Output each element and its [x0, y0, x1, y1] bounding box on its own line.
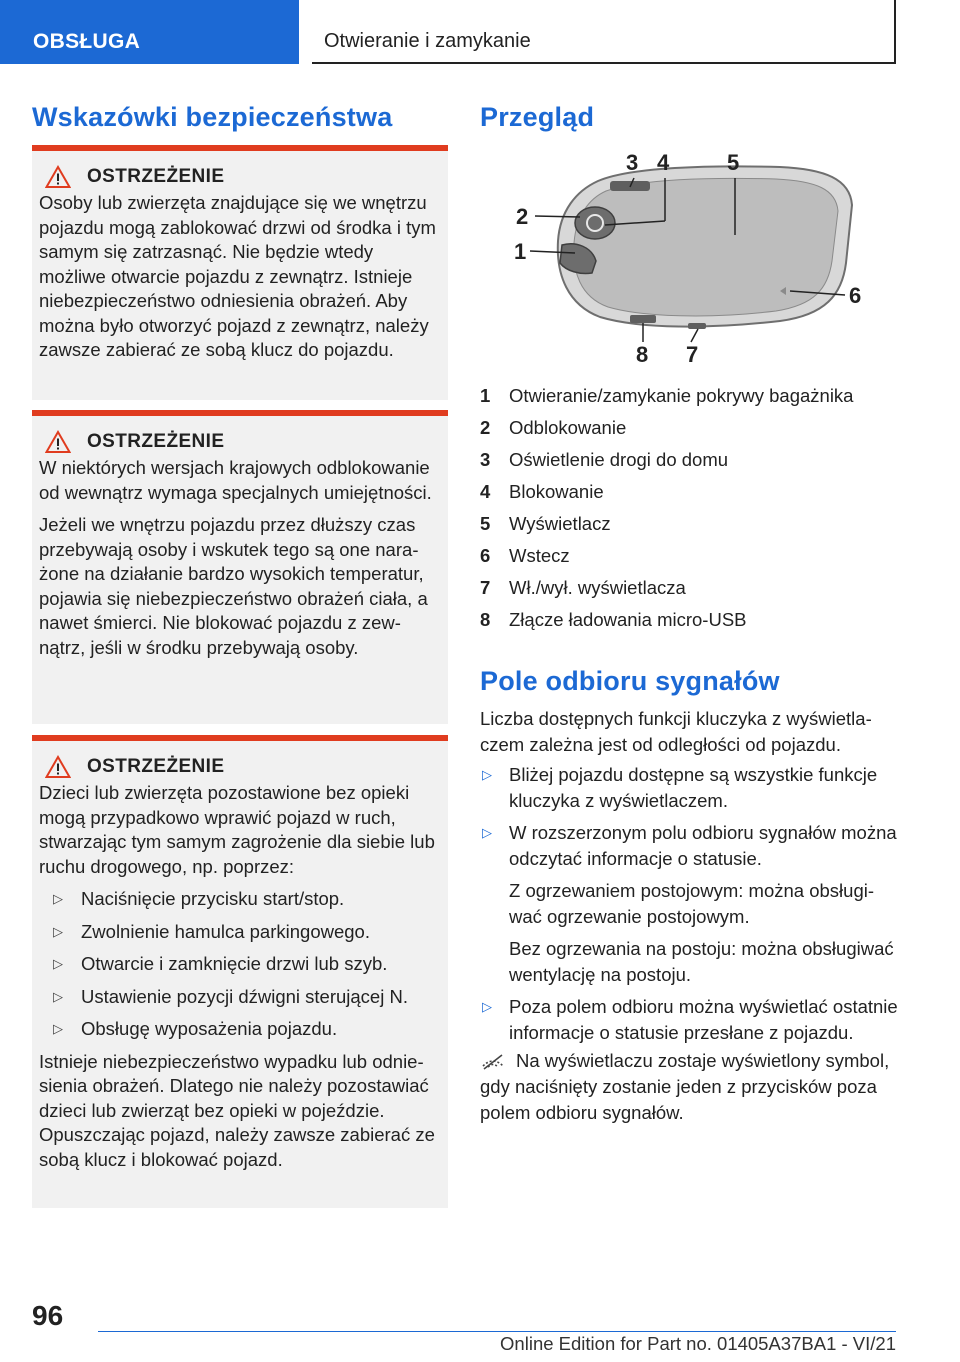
legend-item: 6 Wstecz: [480, 545, 570, 566]
callout-8: 8: [636, 342, 649, 367]
no-signal-icon: [480, 1054, 506, 1070]
legend-item: 3 Oświetlenie drogi do domu: [480, 449, 729, 470]
list-item: ▷ Otwarcie i zamknięcie drzwi lub szyb.: [39, 952, 438, 977]
warning-list: [39, 887, 438, 1042]
signal-list: [480, 762, 900, 1052]
safety-heading: Wskazówki bezpieczeństwa: [32, 102, 393, 132]
legend-item: 7 Wł./wył. wyświetlacza: [480, 577, 686, 598]
list-item: ▷ Bliżej pojazdu dostępne są wszystkie funkcje kluczyka z wyświetlaczem.: [482, 764, 878, 811]
warning-label: OSTRZEŻENIE: [87, 165, 225, 187]
legend-list: [480, 380, 900, 636]
footer-divider: [98, 1331, 896, 1332]
triangle-bullet-icon: ▷: [482, 999, 492, 1014]
list-item: ▷ Zwolnienie hamulca parkingowego.: [39, 920, 438, 945]
warning-box-1: [32, 145, 448, 400]
list-item: ▷ Ustawienie pozycji dźwigni sterującej N.: [39, 985, 438, 1010]
warning-triangle-icon: [45, 430, 71, 454]
warning-title: [39, 430, 438, 454]
overview-heading: Przegląd: [480, 102, 595, 132]
legend-item: 2 Odblokowanie: [480, 417, 627, 438]
list-item: ▷ Poza polem odbioru można wyświetlać ostatnie informacje o statusie przesłane z pojazdu.: [482, 996, 898, 1043]
triangle-bullet-icon: ▷: [53, 923, 63, 939]
triangle-bullet-icon: ▷: [53, 956, 63, 971]
chapter-title: Otwieranie i zamykanie: [312, 0, 896, 64]
callout-7: 7: [686, 342, 699, 367]
warning-triangle-icon: [45, 755, 71, 779]
legend-item: 8 Złącze ładowania micro-USB: [480, 609, 747, 630]
usb-port-shape: [630, 315, 656, 323]
warning-text: Osoby lub zwierzęta znajdujące się we wnętrzu pojazdu mogą zablokować drzwi od środka i tym samym się zatrzasnąć. Nie będzie wtedy możliwe otwarcie pojazdu z zewnątrz. Istnieje niebezpieczeństwo odniesienia obrażeń. Aby można było otworzyć pojazd z zewnątrz, należy zawsze zabierać ze sobą klucz do pojazdu.: [39, 192, 436, 360]
signal-heading: Pole odbioru sygnałów: [480, 666, 780, 696]
warning-text: Istnieje niebezpieczeństwo wypadku lub odniesienia obrażeń. Dlatego nie należy pozostawiać dzieci lub zwierząt bez opieki w pojeździe. Opuszczając pojazd, należy zawsze zabierać ze sobą klucz i blokować pojazd.: [39, 1050, 435, 1170]
triangle-bullet-icon: ▷: [53, 891, 63, 906]
triangle-bullet-icon: ▷: [482, 767, 492, 782]
key-illustration: [480, 145, 896, 370]
warning-triangle-icon: [45, 165, 71, 189]
warning-text: Dzieci lub zwierzęta pozostawione bez opieki mogą przypadkowo wprawić pojazd w ruch, stwarzając tym samym zagrożenie dla siebie lub ruchu drogowego, np. poprzez:: [39, 782, 435, 877]
warning-text: W niektórych wersjach krajowych odblokowanie od wewnątrz wymaga specjalnych umiejętności.: [39, 457, 432, 503]
legend-item: 1 Otwieranie/zamykanie pokrywy bagażnika: [480, 385, 854, 406]
edition-text: Online Edition for Part no. 01405A37BA1 - VI/21: [500, 1333, 896, 1354]
signal-note: Na wyświetlaczu zostaje wyświetlony symbol, gdy naciśnięty zostanie jeden z przycisków poza polem odbioru sygnałów.: [480, 1050, 890, 1123]
sub-paragraph: Z ogrzewaniem postojowym: można obsługiwać ogrzewanie postojowym.: [509, 880, 875, 927]
callout-2: 2: [516, 204, 529, 229]
triangle-bullet-icon: ▷: [53, 1021, 63, 1036]
sub-paragraph: Bez ogrzewania na postoju: można obsługiwać wentylację na postoju.: [509, 938, 894, 985]
unlock-button-shape: [575, 207, 615, 239]
list-item: ▷ Naciśnięcie przycisku start/stop.: [39, 887, 438, 912]
page-number: 96: [32, 1300, 64, 1331]
warning-box-2: [32, 410, 448, 724]
callout-1: 1: [514, 239, 527, 264]
legend-item: 5 Wyświetlacz: [480, 513, 611, 534]
warning-box-3: [32, 735, 448, 1208]
list-item: ▷ Obsługę wyposażenia pojazdu.: [39, 1017, 438, 1042]
callout-6: 6: [849, 283, 862, 308]
display-switch-shape: [688, 323, 706, 329]
warning-text: Jeżeli we wnętrzu pojazdu przez dłuższy czas przebywają osoby i wskutek tego są one narażone na działanie bardzo wysokich temperatur, pojawia się niebezpieczeństwo obrażeń ciała, a nawet śmierci. Nie blokować pojazdu z zewnątrz, jeśli w środku przebywają osoby.: [39, 514, 428, 658]
triangle-bullet-icon: ▷: [482, 825, 492, 840]
callout-4: 4: [657, 150, 670, 175]
section-tab: OBSŁUGA: [0, 0, 299, 64]
warning-label: OSTRZEŻENIE: [87, 430, 225, 452]
triangle-bullet-icon: ▷: [53, 988, 63, 1004]
key-display: [574, 178, 838, 316]
warning-label: OSTRZEŻENIE: [87, 755, 225, 777]
list-item: ▷ W rozszerzonym polu odbioru sygnałów można odczytać informacje o statusie. Z ogrzewaniem postojowym: można obsługiwać ogrzewanie postojowym. Bez ogrzewania na postoju: można obsługiwać wentylację na postoju.: [480, 820, 900, 988]
callout-5: 5: [727, 150, 740, 175]
legend-item: 4 Blokowanie: [480, 481, 604, 502]
warning-title: [39, 755, 438, 779]
signal-intro: Liczba dostępnych funkcji kluczyka z wyświetlaczem zależna jest od odległości od pojazdu.: [480, 708, 872, 755]
callout-3: 3: [626, 150, 639, 175]
warning-title: [39, 165, 438, 189]
